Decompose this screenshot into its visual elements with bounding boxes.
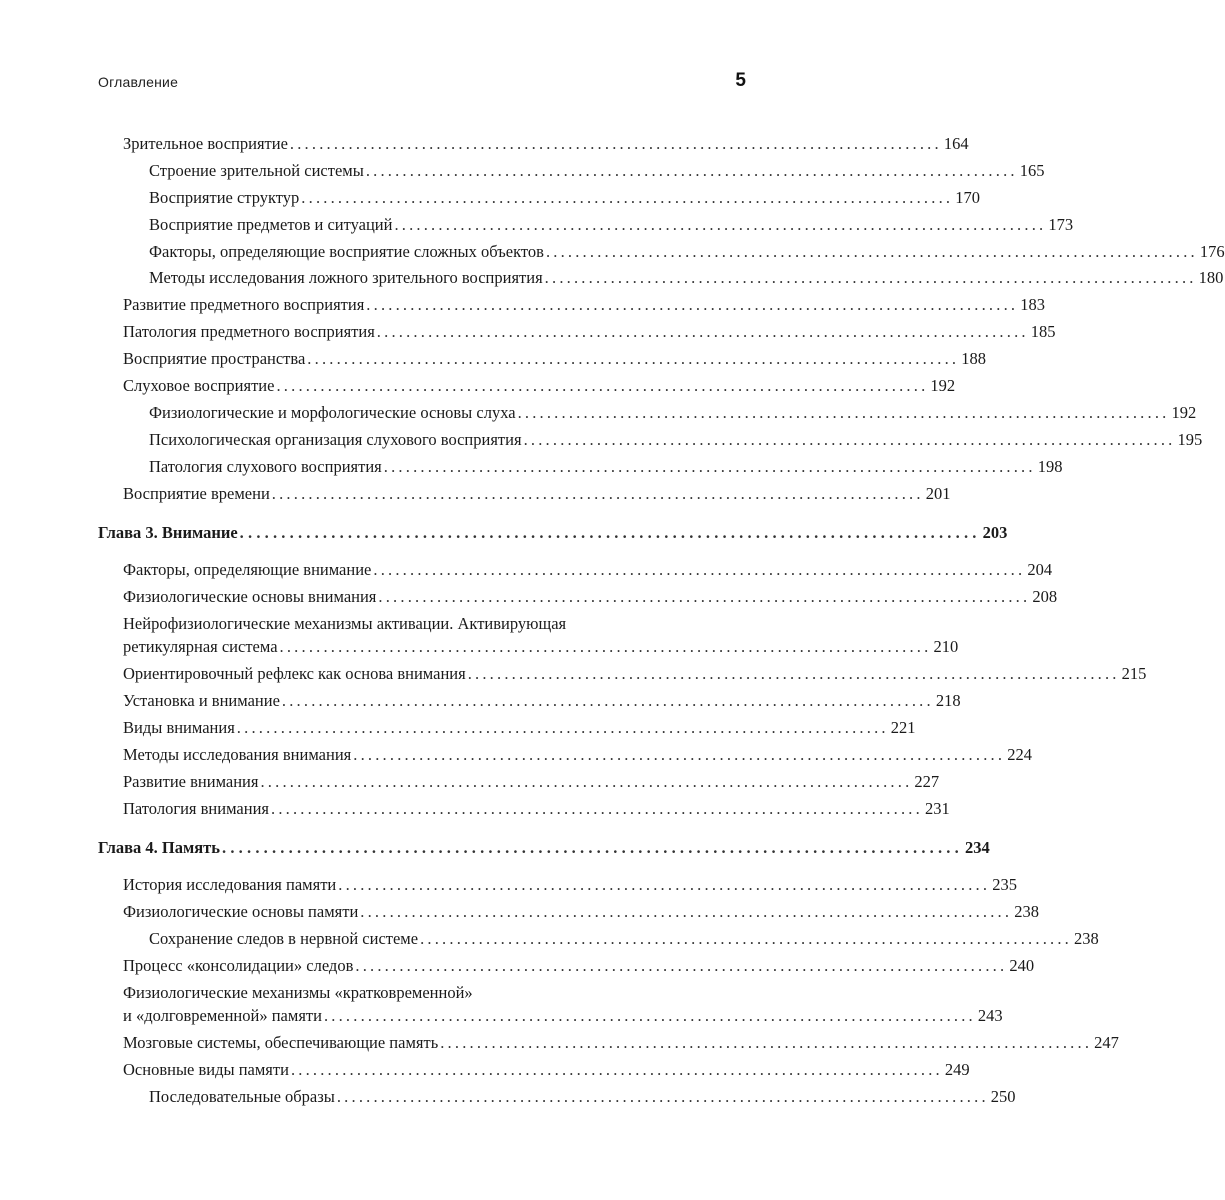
toc-entry[interactable] [98,295,1045,322]
toc-entry[interactable] [98,902,1039,929]
toc-entry-page: 201 [925,483,951,503]
dot-leader: ......................................................................................... [523,429,1176,449]
toc-entry-page: 210 [933,637,959,657]
toc-entry-title: Слуховое восприятие [123,376,275,396]
toc-entry-page: 180 [1198,268,1224,288]
dot-leader: ......................................................................................... [271,483,924,503]
toc-entry[interactable] [98,717,916,745]
toc-entry-page: 203 [982,523,1008,543]
toc-entry-title: Сохранение следов в нервной системе [149,929,419,949]
toc-entry[interactable] [98,587,1058,614]
toc-entry-page: 192 [1171,402,1197,422]
toc-chapter[interactable] [98,523,1008,553]
toc-entry-page: 165 [1019,160,1045,180]
dot-leader: ......................................................................................... [544,268,1197,288]
toc-entry-title: Виды внимания [123,717,235,737]
toc-entry-page: 238 [1014,902,1039,922]
dot-leader: ......................................................................................... [378,587,1031,607]
toc-entry-title: История исследования памяти [123,875,337,895]
toc-entry-title: ретикулярная система [123,637,278,657]
toc-entry-title: Физиологические основы памяти [123,902,359,922]
dot-leader: ......................................................................................... [366,295,1019,315]
toc-entry-page: 221 [890,717,916,737]
toc-entry-title: Развитие внимания [123,771,259,791]
toc-entry-page: 198 [1037,456,1063,476]
dot-leader: ......................................................................................... [281,691,934,711]
dot-leader: ......................................................................................... [376,322,1029,342]
toc-entry-page: 231 [924,798,950,818]
dot-leader: ......................................................................................... [517,402,1170,422]
dot-leader: ......................................................................................... [336,1086,989,1106]
toc-entry[interactable] [98,875,1017,902]
toc-entry-page: 249 [944,1059,970,1079]
toc-entry-page: 250 [990,1086,1016,1106]
toc-entry-title: Методы исследования внимания [123,744,352,764]
toc-entry[interactable] [98,134,969,161]
toc-entry-page: 227 [914,771,940,791]
toc-entry[interactable] [98,268,1224,295]
toc-entry-title: Факторы, определяющие внимание [123,560,372,580]
toc-entry-page: 173 [1048,214,1074,234]
dot-leader: ......................................................................................... [365,160,1018,180]
dot-leader: ......................................................................................... [289,134,942,153]
toc-entry-title: Ориентировочный рефлекс как основа внимания [123,664,466,684]
toc-entry[interactable] [98,1086,1016,1114]
dot-leader: ......................................................................................... [360,902,1013,922]
toc-entry-multiline[interactable] [98,983,1003,1033]
toc-entry-title: Восприятие предметов и ситуаций [149,214,393,234]
toc-entry-title: Психологическая организация слухового восприятия [149,429,522,449]
toc-entry-page: 235 [992,875,1017,895]
dot-leader: ......................................................................................... [383,456,1036,476]
dot-leader: ......................................................................................... [301,187,954,207]
toc-entry[interactable] [98,456,1063,484]
dot-leader: ......................................................................................... [355,956,1008,976]
toc-entry-title: Установка и внимание [123,691,280,711]
toc-entry[interactable] [98,160,1045,188]
dot-leader: ......................................................................................... [276,376,929,396]
toc-entry[interactable] [98,798,950,826]
toc-entry-title: Методы исследования ложного зрительного восприятия [149,268,543,288]
toc-entry-title: Зрительное восприятие [123,134,288,153]
toc-entry-title: и «долговременной» памяти [123,1006,322,1026]
toc-entry-page: 188 [961,349,986,369]
dot-leader: ......................................................................................... [420,929,1073,949]
toc-entry-title: Процесс «консолидации» следов [123,956,354,976]
toc-entry[interactable] [98,691,961,718]
toc-entry[interactable] [98,1032,1119,1060]
running-title: Оглавление [98,74,179,90]
dot-leader: ......................................................................................... [353,744,1006,764]
toc-entry[interactable] [98,771,940,799]
toc-entry[interactable] [98,1059,970,1087]
dot-leader: ......................................................................................... [307,349,960,369]
toc-chapter[interactable] [98,838,990,868]
toc-entry-title: Глава 3. Внимание [98,523,238,543]
toc-entry-page: 195 [1177,429,1203,449]
toc-entry[interactable] [98,349,986,376]
toc-entry[interactable] [98,429,1203,457]
toc-entry[interactable] [98,376,956,403]
dot-leader: ......................................................................................... [545,241,1198,261]
toc-entry-title: Восприятие времени [123,483,270,503]
dot-leader: ......................................................................................... [279,637,932,657]
toc-entry-title: Патология внимания [123,798,269,818]
toc-entry[interactable] [98,560,1053,587]
toc-entry-title: Последовательные образы [149,1086,335,1106]
toc-entry[interactable] [98,241,1225,269]
toc-entry-multiline[interactable] [98,614,959,664]
toc-entry-page: 234 [964,838,990,858]
dot-leader: ......................................................................................... [323,1006,976,1026]
toc-entry-title: Восприятие пространства [123,349,306,369]
toc-entry-page: 240 [1009,956,1035,976]
toc-entry-title: Строение зрительной системы [149,160,364,180]
toc-entry-title: Физиологические и морфологические основы слуха [149,402,516,422]
dot-leader: ......................................................................................... [239,523,981,543]
toc-entry-page: 247 [1094,1032,1119,1052]
toc-entry-title: Глава 4. Память [98,838,221,858]
toc-entry[interactable] [98,402,1197,430]
toc-entry-page: 164 [943,134,969,153]
toc-entry-title: Восприятие структур [149,187,300,207]
toc-entry-title: Основные виды памяти [123,1059,289,1079]
dot-leader: ......................................................................................... [236,717,889,737]
toc-entry-page: 185 [1030,322,1056,342]
toc-entry-page: 218 [935,691,961,711]
toc-entry[interactable] [98,214,1074,242]
toc-entry[interactable] [123,637,959,664]
toc-entry-page: 243 [977,1006,1003,1026]
toc-entry[interactable] [98,322,1056,349]
toc-entry-page: 224 [1007,744,1032,764]
dot-leader: ......................................................................................... [394,214,1047,234]
toc-entry-page: 192 [930,376,956,396]
toc-entry[interactable] [123,1006,1003,1033]
toc-entry-page: 183 [1020,295,1045,315]
dot-leader: ......................................................................................... [440,1032,1093,1052]
toc-entry-title: Физиологические основы внимания [123,587,377,607]
toc-entry-title: Патология слухового восприятия [149,456,382,476]
dot-leader: ......................................................................................... [290,1059,943,1079]
toc-entry[interactable] [98,744,1032,772]
toc-entry-page: 238 [1074,929,1099,949]
dot-leader: ......................................................................................... [373,560,1026,580]
toc-entry[interactable] [98,483,951,511]
toc-entry-page: 208 [1032,587,1058,607]
table-of-contents [98,134,1225,1114]
dot-leader: ......................................................................................... [222,838,963,858]
toc-entry-title-line1: Нейрофизиологические механизмы активации. Активирующая [123,614,567,634]
dot-leader: ......................................................................................... [338,875,991,895]
toc-entry-title-line1: Физиологические механизмы «кратковременной» [123,983,473,1003]
toc-entry-page: 204 [1027,560,1053,580]
toc-entry-page: 170 [955,187,980,207]
dot-leader: ......................................................................................... [271,798,923,818]
toc-entry[interactable] [98,956,1035,983]
toc-entry[interactable] [98,664,1147,691]
toc-entry-page: 176 [1199,241,1225,261]
toc-entry[interactable] [98,187,980,215]
dot-leader: ......................................................................................... [467,664,1120,684]
toc-entry-title: Развитие предметного восприятия [123,295,365,315]
page-number: 5 [735,70,746,91]
toc-entry-title: Факторы, определяющие восприятие сложных объектов [149,241,544,261]
toc-entry-title: Патология предметного восприятия [123,322,375,342]
toc-entry-title: Мозговые системы, обеспечивающие память [123,1032,439,1052]
dot-leader: ......................................................................................... [260,771,913,791]
toc-entry-page: 215 [1121,664,1147,684]
toc-entry[interactable] [98,929,1099,956]
